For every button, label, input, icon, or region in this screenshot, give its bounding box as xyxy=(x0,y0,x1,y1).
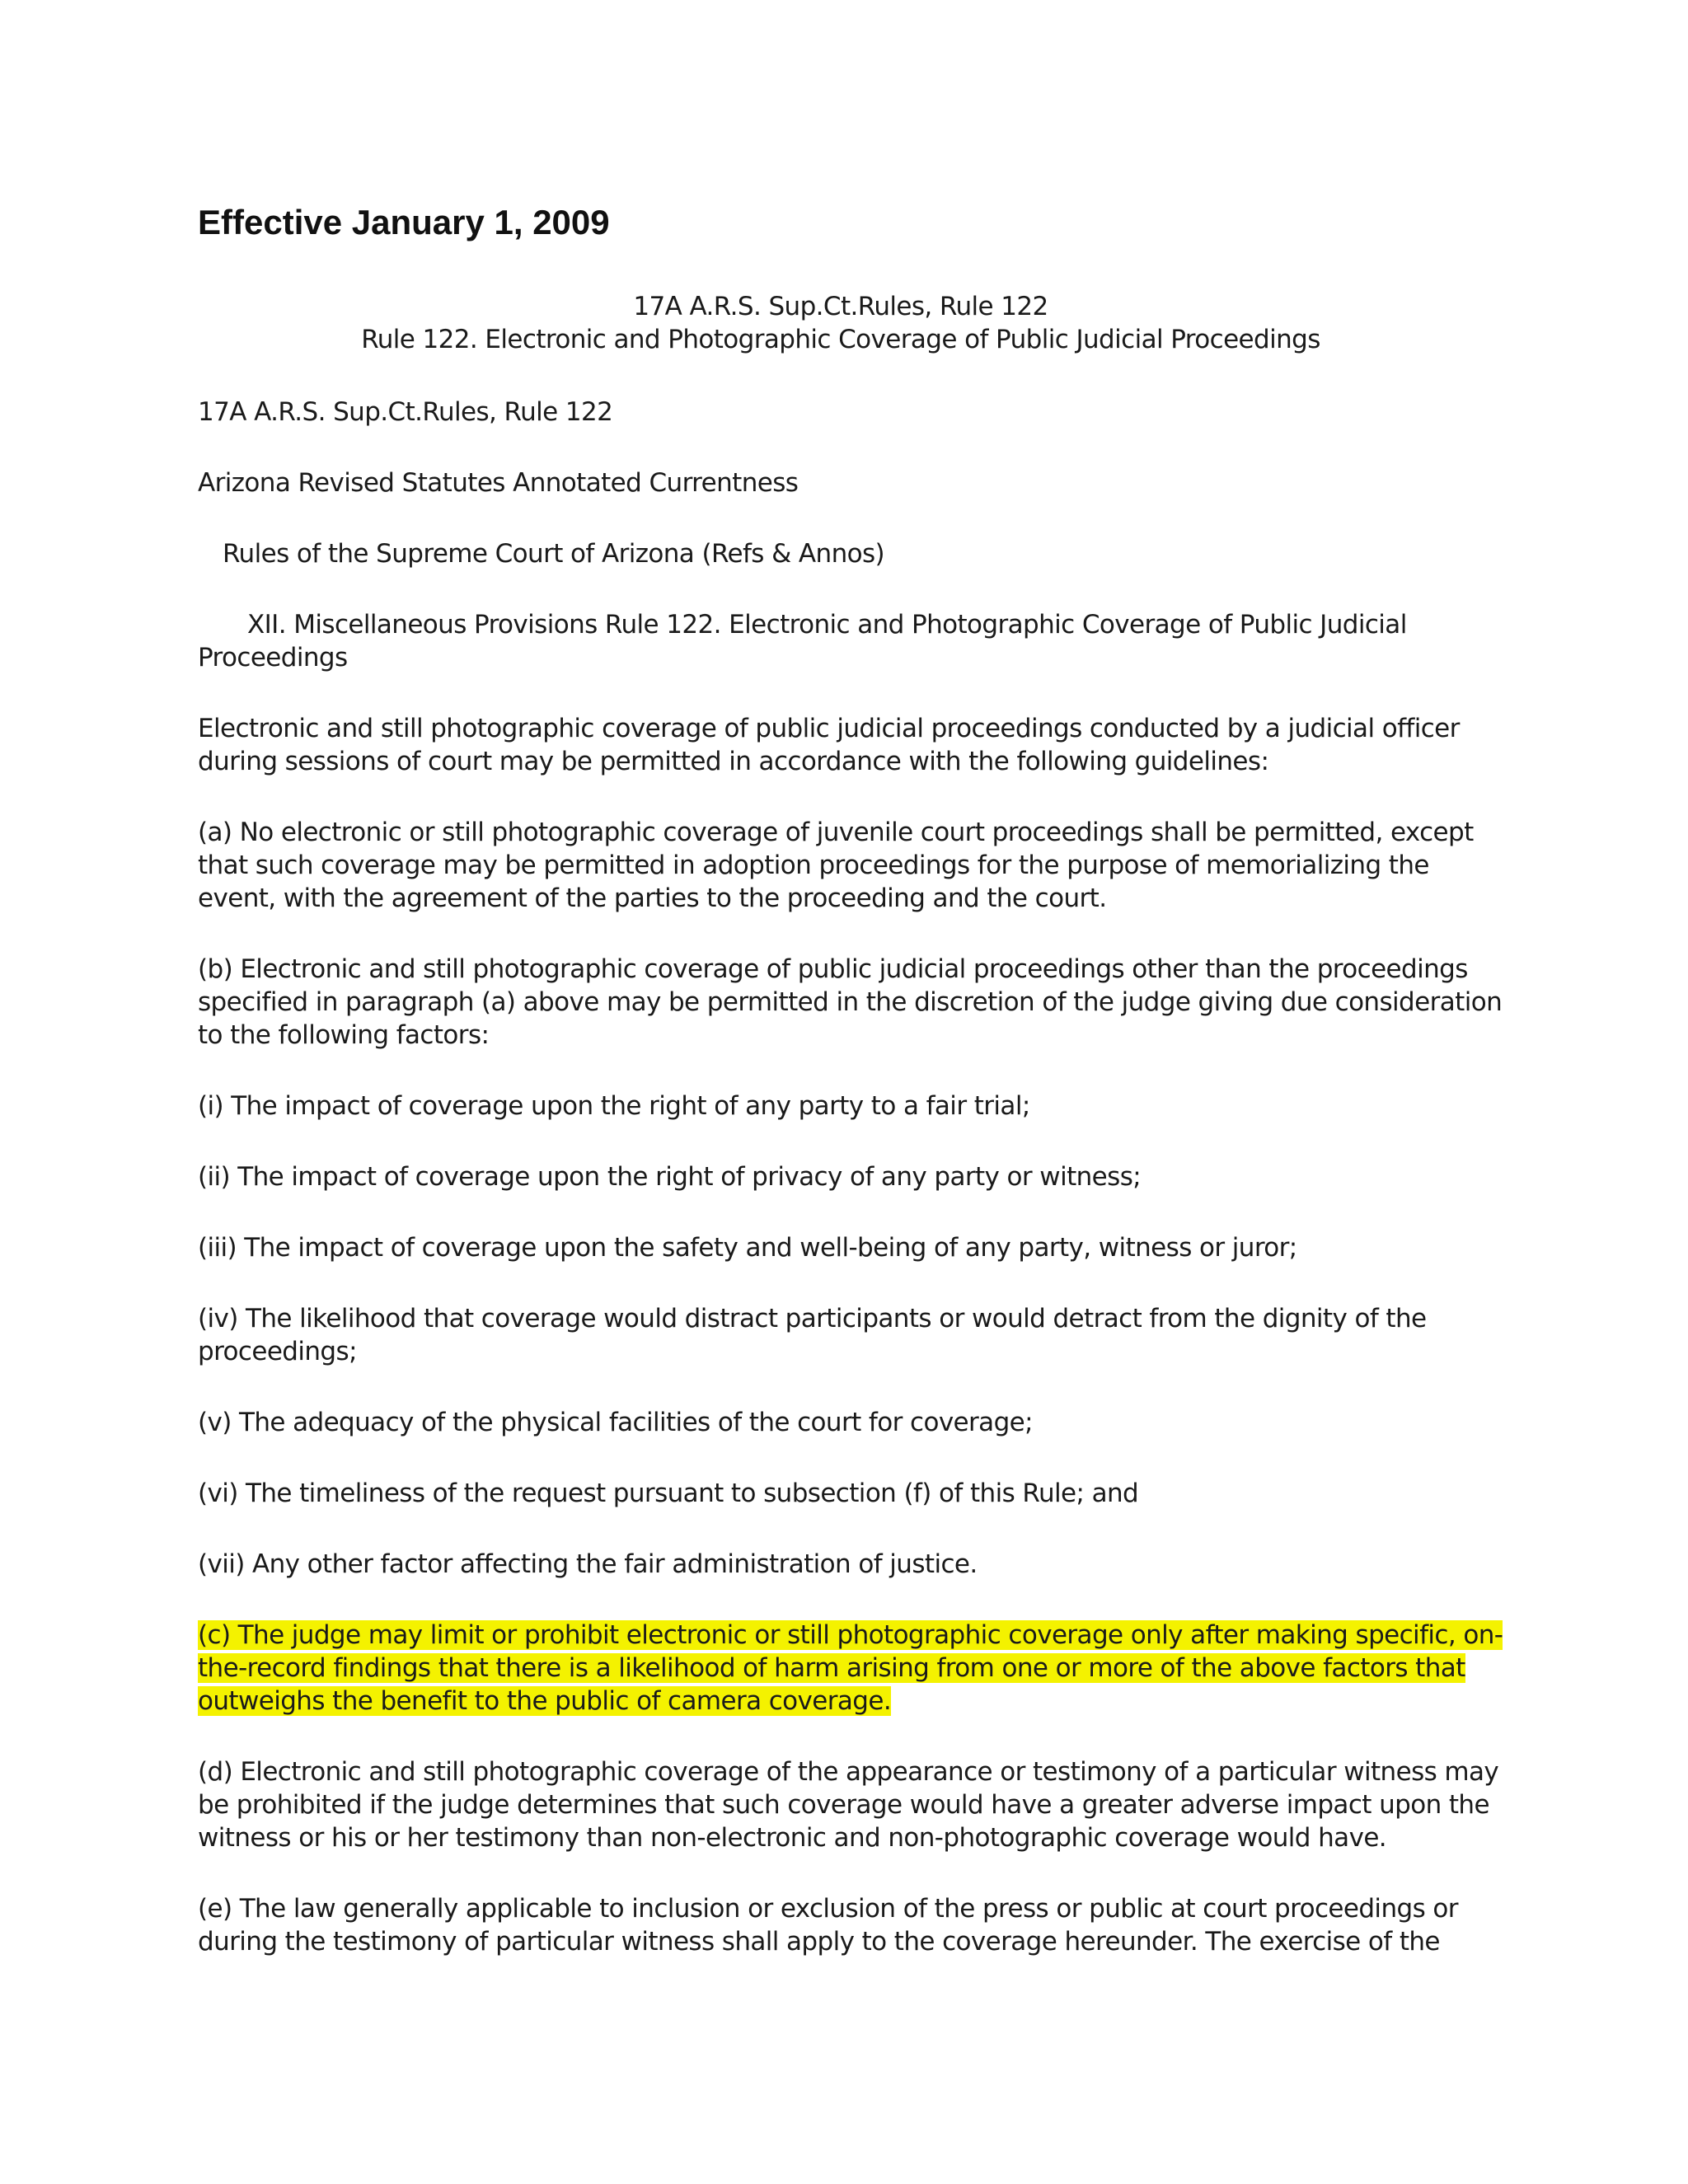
effective-date-heading: Effective January 1, 2009 xyxy=(198,203,610,241)
paragraph-c-highlighted xyxy=(198,1619,1512,1718)
factor-v: (v) The adequacy of the physical facilities of the court for coverage; xyxy=(198,1408,1033,1437)
citation-line: 17A A.R.S. Sup.Ct.Rules, Rule 122 xyxy=(633,292,1048,321)
factor-ii: (ii) The impact of coverage upon the right of privacy of any party or witness; xyxy=(198,1162,1142,1192)
paragraph-a: (a) No electronic or still photographic coverage of juvenile court proceedings shall be permitted, except that such coverage may be permitted in adoption proceedings for the purpose of memorializing the event, with the agreement of the parties to the proceeding and the court. xyxy=(198,818,1474,913)
factor-i: (i) The impact of coverage upon the right of any party to a fair trial; xyxy=(198,1091,1030,1121)
statutes-line: Arizona Revised Statutes Annotated Currentness xyxy=(198,468,799,498)
citation-repeat: 17A A.R.S. Sup.Ct.Rules, Rule 122 xyxy=(198,397,613,427)
factor-iv: (iv) The likelihood that coverage would distract participants or would detract from the dignity of the proceedings; xyxy=(198,1304,1427,1366)
section-line: XII. Miscellaneous Provisions Rule 122. Electronic and Photographic Coverage of Public Judicial Proceedings xyxy=(198,610,1407,673)
factor-vii: (vii) Any other factor affecting the fair administration of justice. xyxy=(198,1549,978,1579)
factor-vi: (vi) The timeliness of the request pursuant to subsection (f) of this Rule; and xyxy=(198,1479,1139,1508)
rules-line: Rules of the Supreme Court of Arizona (Refs & Annos) xyxy=(223,539,885,569)
intro-paragraph: Electronic and still photographic coverage of public judicial proceedings conducted by a judicial officer during sessions of court may be permitted in accordance with the following guidelines: xyxy=(198,714,1460,776)
paragraph-b: (b) Electronic and still photographic coverage of public judicial proceedings other than the proceedings specified in paragraph (a) above may be permitted in the discretion of the judge giving due consideration to the following factors: xyxy=(198,954,1503,1050)
paragraph-e: (e) The law generally applicable to inclusion or exclusion of the press or public at court proceedings or during the testimony of particular witness shall apply to the coverage hereunder. The exercise of the xyxy=(198,1894,1458,1957)
paragraph-d: (d) Electronic and still photographic coverage of the appearance or testimony of a particular witness may be prohibited if the judge determines that such coverage would have a greater adverse impact upon the witness or his or her testimony than non-electronic and non-photographic coverage would have. xyxy=(198,1757,1499,1853)
factor-iii: (iii) The impact of coverage upon the safety and well-being of any party, witness or juror; xyxy=(198,1233,1297,1263)
rule-citation-header xyxy=(198,290,1484,356)
highlight-mark: (c) The judge may limit or prohibit electronic or still photographic coverage only after making specific, on-the-record findings that there is a likelihood of harm arising from one or more of the above factors that outweighs the benefit to the public of camera coverage. xyxy=(198,1620,1503,1716)
rule-title: Rule 122. Electronic and Photographic Coverage of Public Judicial Proceedings xyxy=(361,325,1320,354)
